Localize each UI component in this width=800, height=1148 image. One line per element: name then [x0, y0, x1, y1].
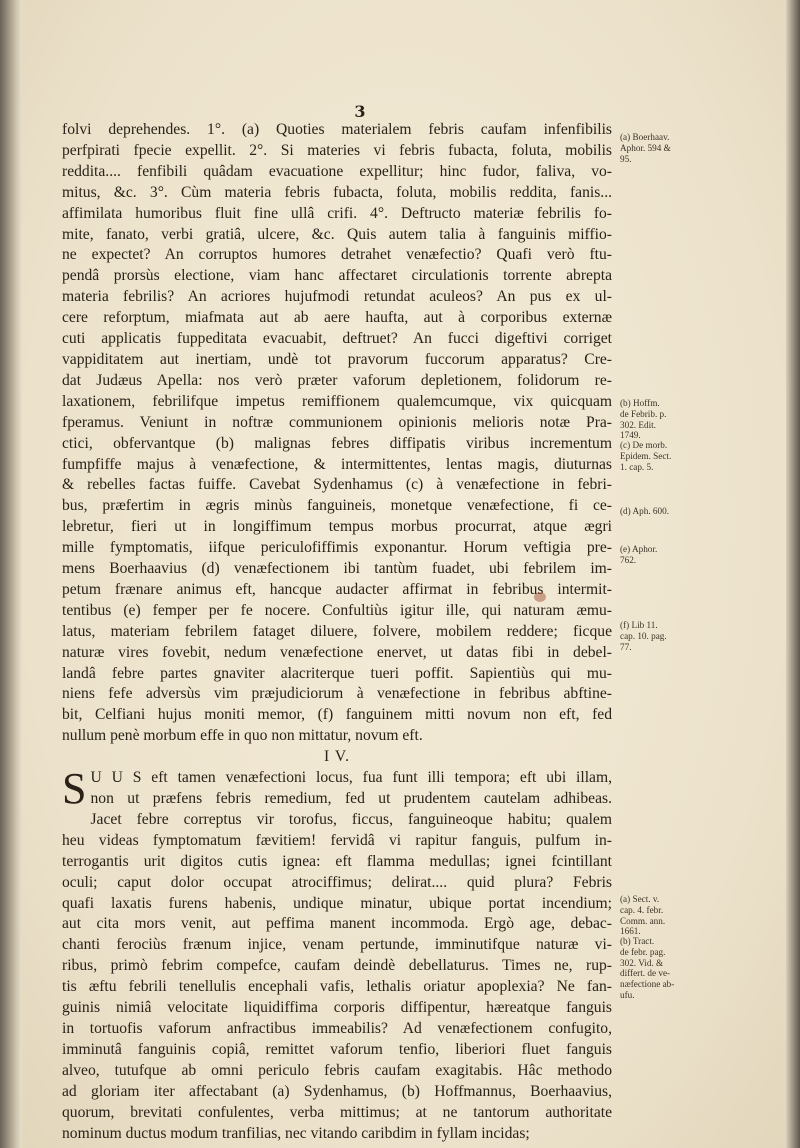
margin-note-line: Comm. ann.	[620, 915, 666, 926]
margin-note-line: 1661.	[620, 926, 641, 937]
margin-note-line: (e) Aphor.	[620, 544, 658, 554]
margin-note-line: (a) Sect. v.	[620, 894, 660, 904]
text-line: latus, materiam febrilem fataget diluere, folvere, mobilem reddere; ficque	[62, 622, 612, 640]
text-line: ctici, obfervantque (b) malignas febres diffipatis viribus incrementum	[62, 434, 612, 452]
text-line: reddita.... fenfibili quâdam evacuatione expellitur; hinc fudor, faliva, vo-	[62, 162, 612, 180]
text-line: Jacet febre correptus vir torofus, ficcus, fanguineoque habitu; qualem	[90, 810, 612, 828]
text-line: ad gloriam iter affectabant (a) Sydenhamus, (b) Hoffmannus, Boerhaavius,	[62, 1082, 612, 1100]
main-text-column	[62, 120, 612, 1144]
text-line: bit, Celfiani hujus moniti memor, (f) fanguinem mitti novum non eft, fed	[62, 706, 612, 724]
page-number: 3	[354, 102, 366, 121]
text-line: nullum penè morbum effe in quo non mittatur, novum eft.	[62, 727, 423, 745]
margin-note-line: cap. 10. pag.	[620, 630, 667, 641]
text-line: folvi deprehendes. 1°. (a) Quoties materialem febris caufam infenfibilis	[62, 121, 612, 138]
drop-cap-initial: S	[62, 764, 87, 814]
text-line: ribus, primò febrim compefce, caufam deindè debellaturus. Times ne, rup-	[62, 957, 612, 975]
text-line: U U S eft tamen venæfectioni locus, fua funt illi tempora; eft ubi illam,	[90, 769, 612, 787]
text-line: fperamus. Veniunt in noftræ communionem opinionis melioris notæ Pra-	[62, 413, 612, 431]
paragraph-continuation	[62, 120, 612, 747]
margin-note-line: de Febrib. p.	[620, 408, 667, 419]
text-line: bus, præfertim in ægris minùs fanguineis, monetque venæfectione, fi ce-	[62, 497, 612, 515]
margin-note	[620, 936, 692, 1001]
text-line: nominum ductus modum tranfilias, nec vitando caribdim in fyllam incidas;	[62, 1124, 530, 1142]
margin-note-line: differt. de ve-	[620, 968, 671, 979]
text-line: niens fefe adversùs vim præjudiciorum à venæfectione in febribus abftine-	[62, 685, 612, 703]
margin-note-line: de febr. pag.	[620, 946, 666, 957]
text-line: cuti applicatis fuppeditata evacuabit, deftruet? An fucci digeftivi corriget	[62, 330, 612, 348]
section-paragraph	[62, 764, 612, 1144]
margin-note-line: Epidem. Sect.	[620, 450, 672, 461]
text-line: ne expectet? An corruptos humores detrahet venæfectio? Quafi verò ftu-	[62, 246, 612, 264]
text-line: & rebelles factas fuiffe. Cavebat Sydenhamus (c) à venæfectione in febri-	[62, 476, 612, 494]
text-line: mille fymptomatis, iifque periculofiffimis exponantur. Horum veftigia pre-	[62, 539, 612, 557]
text-line: mitus, &c. 3°. Cùm materia febris fubacta, foluta, mobilis reddita, fanis...	[62, 183, 612, 201]
text-line: imminutâ fanguinis copiâ, remittet vaforum tenfio, liberiori fluet fanguis	[62, 1040, 612, 1058]
text-line: laxationem, febrilifque impetus remiffionem qualemcumque, vix quicquam	[62, 392, 612, 410]
text-line: tis æftu febrili tenellulis encephali vafis, lethalis oriatur apoplexia? Ne fan-	[62, 978, 612, 996]
margin-note-line: (b) Hoffm.	[620, 398, 660, 408]
margin-note-line: næfectione ab-	[620, 979, 675, 990]
text-line: affimilata humoribus fluit fine ullâ crifi. 4°. Deftructo materiæ febrilis fo-	[62, 204, 612, 222]
margin-note	[620, 398, 692, 441]
margin-note-line: Aphor. 594 &	[620, 142, 671, 153]
margin-note-line: 302. Vid. &	[620, 957, 664, 968]
text-line: tentibus (e) femper per fe nocere. Confultiùs igitur ille, qui naturam æmu-	[62, 601, 612, 619]
ink-smudge	[534, 592, 546, 602]
text-line: in tortuofis vaforum anfractibus immeabilis? Ad venæfectionem confugito,	[62, 1019, 612, 1037]
text-line: aut cita mors venit, aut peffima manent incommoda. Ergò age, debac-	[62, 915, 612, 933]
text-line: mite, fanato, verbi gratiâ, ulcere, &c. Quis autem talia à fanguinis miffio-	[62, 225, 612, 243]
text-line: naturæ vires fovebit, nedum venæfectione enervet, ut datas fibi in debel-	[62, 643, 612, 661]
text-line: perfpirati fpecie expellit. 2°. Si materies vi febris fubacta, foluta, mobilis	[62, 141, 612, 159]
text-line: fumpfiffe majus à venæfectione, & intermittentes, lentas magis, diuturnas	[62, 455, 612, 473]
margin-note-line: (a) Boerhaav.	[620, 132, 670, 142]
text-line: mens Boerhaavius (d) venæfectionem ibi tantùm fuadet, ubi febrilem im-	[62, 560, 612, 578]
margin-note	[620, 544, 692, 566]
text-line: oculi; caput dolor occupat atrociffimus; delirat.... quid plura? Febris	[62, 873, 612, 891]
text-line: vappiditatem aut inertiam, undè tot pravorum fuccorum apparatus? Cre-	[62, 350, 612, 368]
margin-note-line: 302. Edit.	[620, 419, 656, 430]
text-line: quorum, brevitati confulentes, verba mittimus; at ne tantorum authoritate	[62, 1103, 612, 1121]
text-line: landâ febre partes gnaviter alacriterque tueri poffit. Sapientiùs qui mu-	[62, 664, 612, 682]
margin-note-line: (f) Lib 11.	[620, 620, 658, 630]
margin-note-line: 77.	[620, 641, 632, 652]
margin-note-line: 1749.	[620, 430, 641, 441]
margin-note-line: cap. 4. febr.	[620, 904, 664, 915]
margin-note-line: 1. cap. 5.	[620, 461, 654, 472]
text-line: cere reforptum, miafmata aut ab aere haufta, aut à corporibus externæ	[62, 309, 612, 327]
text-line: chanti ferociùs frænum injice, venam pertunde, imminutifque naturæ vi-	[62, 936, 612, 954]
text-line: guinis nimiâ velocitate liquidiffima corporis diffipentur, hæreatque fanguis	[62, 999, 612, 1017]
text-line: terrogantis urit digitos cutis ignea: eft flamma medullas; ignei fcintillant	[62, 852, 612, 870]
page-edge-shadow	[786, 0, 800, 1148]
margin-note	[620, 894, 692, 937]
margin-note	[620, 440, 692, 472]
margin-note	[620, 620, 692, 652]
margin-note	[620, 506, 692, 517]
section-lines	[62, 764, 612, 1144]
text-line: quafi laxatis furens habenis, undique minatur, ubique portat incendium;	[62, 894, 612, 912]
margin-note-line: 762.	[620, 554, 637, 565]
text-line: heu videas fymptomatum fævitiem! fervidâ vi rapitur fanguis, pulfum in-	[62, 831, 612, 849]
text-line: dat Judæus Apella: nos verò præter vaforum depletionem, folidorum re-	[62, 371, 612, 389]
book-gutter-shadow	[0, 0, 22, 1148]
text-line: lebretur, fieri ut in longiffimum tempus morbus procurrat, atque ægri	[62, 518, 612, 536]
margin-note-line: (b) Tract.	[620, 936, 655, 946]
text-line: petum frænare animus eft, hancque audacter affirmat in febribus intermit-	[62, 580, 612, 598]
text-line: materia febrilis? An acriores hujufmodi retundat aculeos? An pus ex ul-	[62, 288, 612, 306]
text-line: pendâ prorsùs electione, viam hanc affectaret circulationis torrente abrepta	[62, 267, 612, 285]
section-heading: I V.	[324, 748, 350, 766]
margin-note-line: 95.	[620, 153, 632, 164]
text-line: non ut præfens febris remedium, fed ut prudentem cautelam adhibeas.	[90, 790, 612, 807]
margin-note-line: ufu.	[620, 989, 635, 1000]
margin-note	[620, 132, 692, 164]
margin-note-line: (c) De morb.	[620, 440, 668, 450]
margin-note-line: (d) Aph. 600.	[620, 506, 669, 516]
text-line: alveo, tutufque ab omni periculo febris caufam exagitabis. Hâc methodo	[62, 1061, 612, 1079]
